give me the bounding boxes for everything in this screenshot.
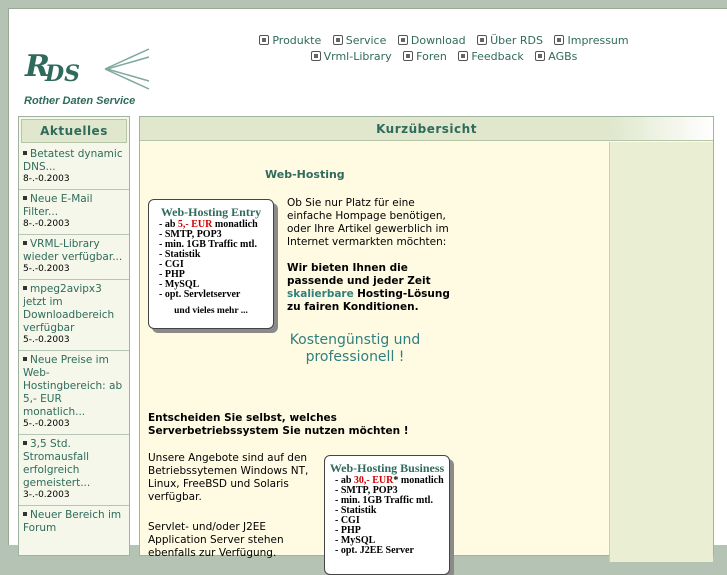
main-panel bbox=[139, 116, 714, 559]
news-link[interactable] bbox=[23, 238, 125, 264]
nav-label: Impressum bbox=[567, 34, 629, 47]
news-sidebar bbox=[18, 116, 130, 556]
news-link[interactable] bbox=[23, 283, 125, 335]
offers-text: Unsere Angebote sind auf den Betriebssytemen Windows NT, Linux, FreeBSD und Solaris verfügbar. bbox=[148, 452, 309, 503]
card-feature: - Statistik bbox=[159, 249, 201, 260]
card-feature: - SMTP, POP3 bbox=[159, 229, 222, 240]
card-feature: - min. 1GB Traffic mtl. bbox=[335, 495, 433, 506]
download-icon bbox=[398, 35, 408, 45]
nav-feedback[interactable] bbox=[458, 49, 523, 65]
intro-bold-1: Wir bieten Ihnen die passende und jeder Zeit bbox=[287, 262, 431, 287]
news-item bbox=[19, 190, 129, 235]
news-title: mpeg2avipx3 jetzt im Downloadbereich verfügbar bbox=[23, 283, 115, 334]
card-feature: - min. 1GB Traffic mtl. bbox=[159, 239, 257, 250]
card-more: und vieles mehr ... bbox=[174, 306, 248, 316]
rds-logo[interactable] bbox=[23, 47, 163, 117]
forum-icon bbox=[403, 51, 413, 61]
nav-label: Service bbox=[345, 34, 387, 47]
nav-row-1 bbox=[209, 33, 679, 49]
card-feature: - Statistik bbox=[335, 505, 377, 516]
news-item bbox=[19, 506, 129, 539]
nav-produkte[interactable] bbox=[259, 33, 321, 49]
news-date: 8-.-0.2003 bbox=[23, 219, 70, 229]
card-feature: - CGI bbox=[159, 259, 184, 270]
news-item bbox=[19, 351, 129, 435]
right-column bbox=[609, 142, 713, 562]
card-feature: - PHP bbox=[159, 269, 185, 280]
nav-label: Feedback bbox=[471, 50, 524, 63]
news-date: 5-.-0.2003 bbox=[23, 419, 70, 429]
bullet-icon bbox=[23, 286, 27, 290]
news-date: 8-.-0.2003 bbox=[23, 174, 70, 184]
checkbox-icon bbox=[259, 35, 269, 45]
nav-agbs[interactable] bbox=[535, 49, 577, 65]
feedback-icon bbox=[458, 51, 468, 61]
card-feature: - SMTP, POP3 bbox=[335, 485, 398, 496]
bullet-icon bbox=[23, 512, 27, 516]
price-suffix: * monatlich bbox=[393, 475, 444, 486]
decide-text: Entscheiden Sie selbst, welches Serverbetriebssystem Sie nutzen möchten ! bbox=[148, 412, 409, 437]
price-prefix: - ab bbox=[159, 219, 178, 230]
nav-impressum[interactable] bbox=[554, 33, 628, 49]
intro-paragraph: Ob Sie nur Platz für eine einfache Hompage benötigen, oder Ihre Artikel gewerblich im Internet vermarkten möchten: bbox=[287, 197, 449, 248]
news-link[interactable] bbox=[23, 354, 125, 419]
bullet-icon bbox=[23, 241, 27, 245]
news-item bbox=[19, 280, 129, 351]
slogan: Kostengünstig und professionell ! bbox=[289, 332, 421, 365]
card-feature: - opt. Servletserver bbox=[159, 289, 241, 300]
nav-download[interactable] bbox=[398, 33, 466, 49]
card-title: Web-Hosting Entry bbox=[160, 205, 262, 219]
news-item bbox=[19, 435, 129, 506]
service-icon bbox=[333, 35, 343, 45]
main-content bbox=[148, 142, 608, 562]
nav-label: Foren bbox=[416, 50, 447, 63]
card-feature: - CGI bbox=[335, 515, 360, 526]
news-title: Neue Preise im Web-Hostingbereich: ab 5,- EUR monatlich... bbox=[23, 354, 123, 418]
search-icon bbox=[554, 35, 564, 45]
bullet-icon bbox=[23, 196, 27, 200]
sidebar-title: Aktuelles bbox=[21, 119, 127, 143]
news-item bbox=[19, 235, 129, 280]
news-link[interactable] bbox=[23, 148, 125, 174]
news-title: Betatest dynamic DNS... bbox=[23, 148, 123, 173]
news-item bbox=[19, 145, 129, 190]
nav-label: Vrml-Library bbox=[323, 50, 392, 63]
news-link[interactable] bbox=[23, 438, 125, 490]
web-hosting-heading: Web-Hosting bbox=[265, 168, 345, 181]
nav-row-2 bbox=[209, 49, 679, 65]
price-value: 5,- EUR bbox=[177, 219, 213, 230]
price-value: 30,- EUR bbox=[353, 475, 394, 486]
logo-letter-r: R bbox=[25, 49, 50, 84]
intro-accent: skalierbare bbox=[287, 288, 354, 300]
servlet-text: Servlet- und/oder J2EE Application Server stehen ebenfalls zur Verfügung. bbox=[148, 521, 284, 559]
logo-letters-ds: DS bbox=[45, 61, 80, 87]
card-feature: - opt. J2EE Server bbox=[335, 545, 414, 556]
news-title: 3,5 Std. Stromausfall erfolgreich gemeistert... bbox=[23, 438, 91, 489]
question-icon bbox=[477, 35, 487, 45]
news-link[interactable] bbox=[23, 509, 125, 535]
globe-icon bbox=[311, 51, 321, 61]
main-title: Kurzübersicht bbox=[140, 117, 713, 141]
news-date: 5-.-0.2003 bbox=[23, 264, 70, 274]
nav-label: Download bbox=[410, 34, 466, 47]
page bbox=[8, 8, 727, 559]
news-date: 3-.-0.2003 bbox=[23, 490, 70, 500]
news-title: VRML-Library wieder verfügbar... bbox=[23, 238, 123, 263]
card-feature: - PHP bbox=[335, 525, 361, 536]
price-prefix: - ab bbox=[335, 475, 354, 486]
news-link[interactable] bbox=[23, 193, 125, 219]
news-date: 5-.-0.2003 bbox=[23, 335, 70, 345]
card-feature: - MySQL bbox=[159, 279, 200, 290]
price-suffix: monatlich bbox=[212, 219, 258, 230]
intro-text bbox=[287, 197, 457, 314]
bullet-icon bbox=[23, 151, 27, 155]
nav-vrml-library[interactable] bbox=[311, 49, 392, 65]
card-title: Web-Hosting Business bbox=[329, 461, 445, 475]
card-web-hosting-business[interactable] bbox=[324, 455, 450, 575]
nav-ueber-rds[interactable] bbox=[477, 33, 543, 49]
card-web-hosting-entry[interactable] bbox=[148, 199, 274, 329]
nav-label: Über RDS bbox=[490, 34, 543, 47]
bullet-icon bbox=[23, 357, 27, 361]
document-icon bbox=[535, 51, 545, 61]
nav-label: Produkte bbox=[272, 34, 322, 47]
top-navigation bbox=[209, 33, 679, 65]
bullet-icon bbox=[23, 441, 27, 445]
logo-rays-icon bbox=[103, 47, 153, 91]
nav-foren[interactable] bbox=[403, 49, 447, 65]
news-title: Neuer Bereich im Forum bbox=[23, 509, 122, 534]
logo-subtitle: Rother Daten Service bbox=[24, 95, 136, 107]
card-features bbox=[325, 476, 449, 556]
nav-label: AGBs bbox=[548, 50, 578, 63]
news-title: Neue E-Mail Filter... bbox=[23, 193, 93, 218]
card-feature: - MySQL bbox=[335, 535, 376, 546]
intro-bold-2: Hosting-Lösung zu fairen Konditionen. bbox=[287, 288, 450, 313]
nav-service[interactable] bbox=[333, 33, 387, 49]
card-features bbox=[149, 220, 273, 300]
